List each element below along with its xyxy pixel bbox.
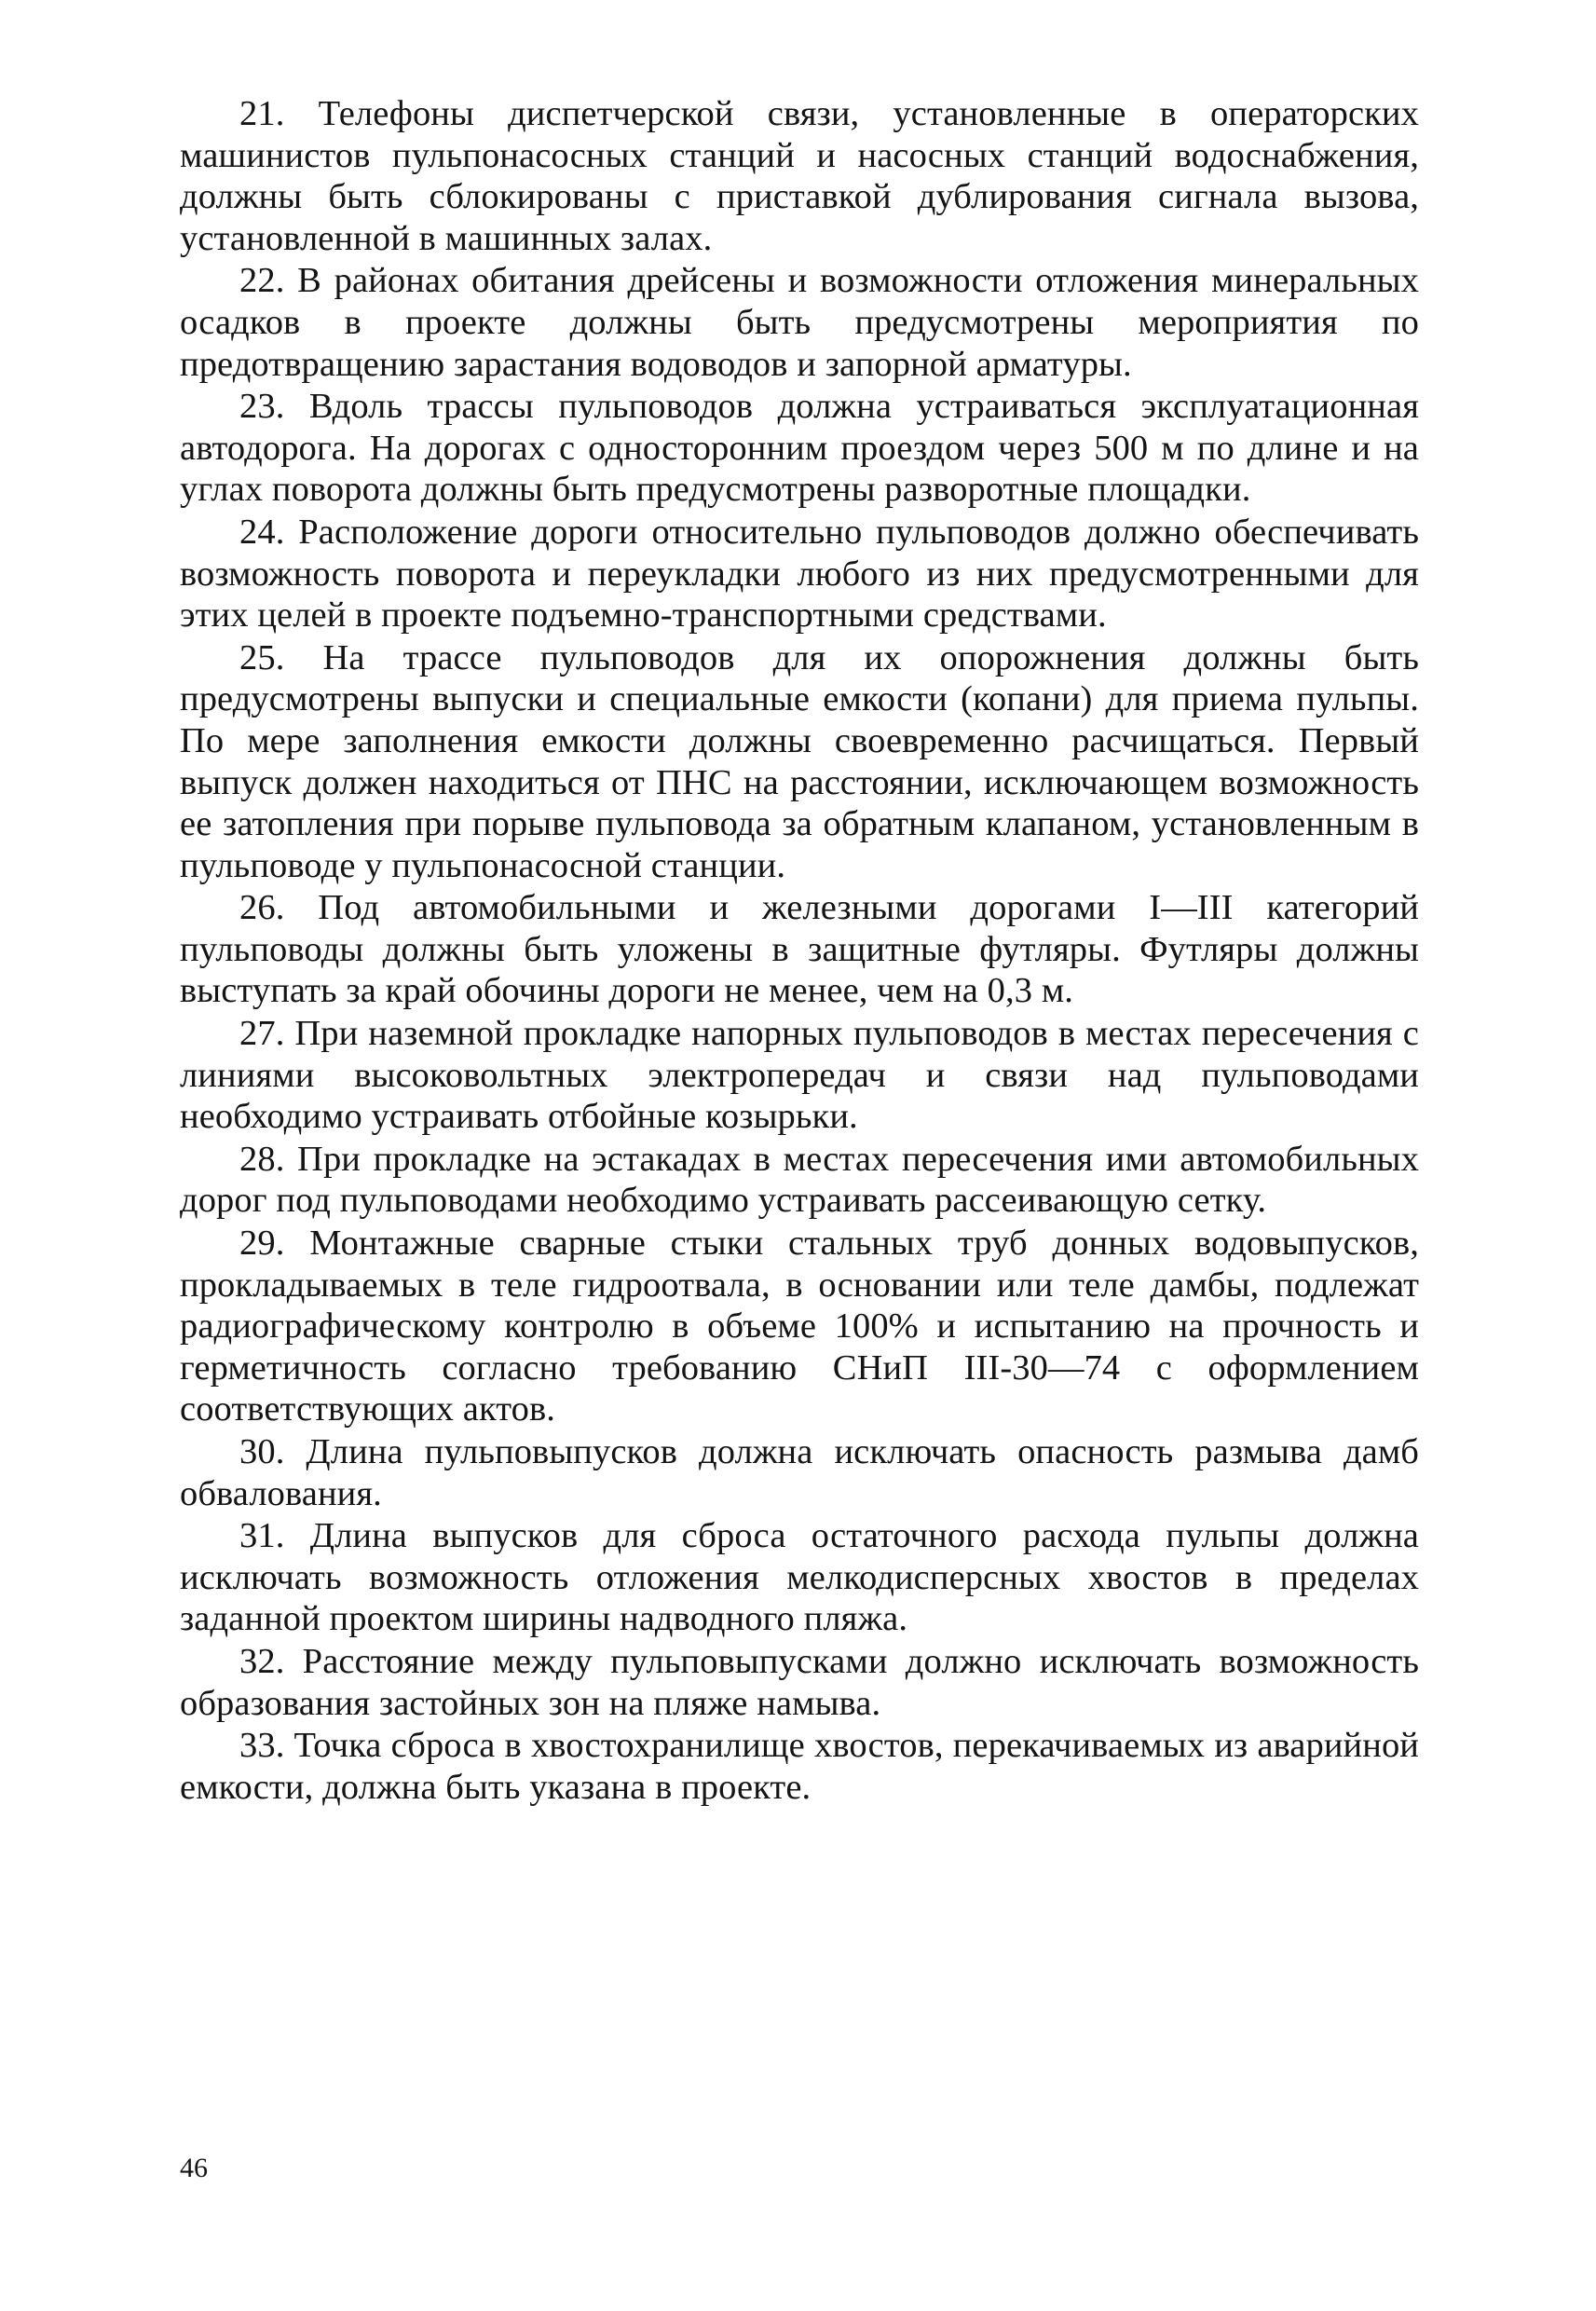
paragraph-21: 21. Телефоны диспетчерской связи, установленные в операторских машинистов пульпонасосных станций и насосных станций водоснабжения, должны быть сблокированы с приставкой дублирования сигнала вызова, установленной в машинных залах. (180, 94, 1419, 258)
paragraph-26: 26. Под автомобильными и железными дорогами I—III категорий пульповоды должны быть уложены в защитные футляры. Футляры должны выступать за край обочины дороги не менее, чем на 0,3 м. (180, 888, 1419, 1011)
page-number: 46 (180, 2153, 208, 2183)
paragraph-22: 22. В районах обитания дрейсены и возможности отложения минеральных осадков в проекте должны быть предусмотрены мероприятия по предотвращению зарастания водоводов и запорной арматуры. (180, 261, 1419, 384)
body-text (180, 93, 1419, 1809)
paragraph-29: 29. Монтажные сварные стыки стальных труб донных водовыпусков, прокладываемых в теле гидроотвала, в основании или теле дамбы, подлежат радиографическому контролю в объеме 100% и испытанию на прочность и герметичность согласно требованию СНиП III-30—74 с оформлением соответствующих актов. (180, 1224, 1419, 1429)
paragraph-32: 32. Расстояние между пульповыпусками должно исключать возможность образования застойных зон на пляже намыва. (180, 1641, 1419, 1723)
paragraph-28: 28. При прокладке на эстакадах в местах пересечения ими автомобильных дорог под пульповодами необходимо устраивать рассеивающую сетку. (180, 1139, 1419, 1221)
paragraph-33: 33. Точка сброса в хвостохранилище хвостов, перекачиваемых из аварийной емкости, должна быть указана в проекте. (180, 1726, 1419, 1807)
paragraph-24: 24. Расположение дороги относительно пульповодов должно обеспечивать возможность поворота и переукладки любого из них предусмотренными для этих целей в проекте подъемно-транспортными средствами. (180, 512, 1419, 636)
paragraph-30: 30. Длина пульповыпусков должна исключать опасность размыва дамб обвалования. (180, 1432, 1419, 1513)
paragraph-27: 27. При наземной прокладке напорных пульповодов в местах пересечения с линиями высоковольтных электропередач и связи над пульповодами необходимо устраивать отбойные козырьки. (180, 1014, 1419, 1137)
paragraph-25: 25. На трассе пульповодов для их опорожнения должны быть предусмотрены выпуски и специальные емкости (копани) для приема пульпы. По мере заполнения емкости должны своевременно расчищаться. Первый выпуск должен находиться от ПНС на расстоянии, исключающем возможность ее затопления при порыве пульповода за обратным клапаном, установленным в пульповоде у пульпонасосной станции. (180, 637, 1419, 885)
paragraph-23: 23. Вдоль трассы пульповодов должна устраиваться эксплуатационная автодорога. На дорогах с односторонним проездом через 500 м по длине и на углах поворота должны быть предусмотрены разворотные площадки. (180, 387, 1419, 510)
paragraph-31: 31. Длина выпусков для сброса остаточного расхода пульпы должна исключать возможность отложения мелкодисперсных хвостов в пределах заданной проектом ширины надводного пляжа. (180, 1516, 1419, 1639)
